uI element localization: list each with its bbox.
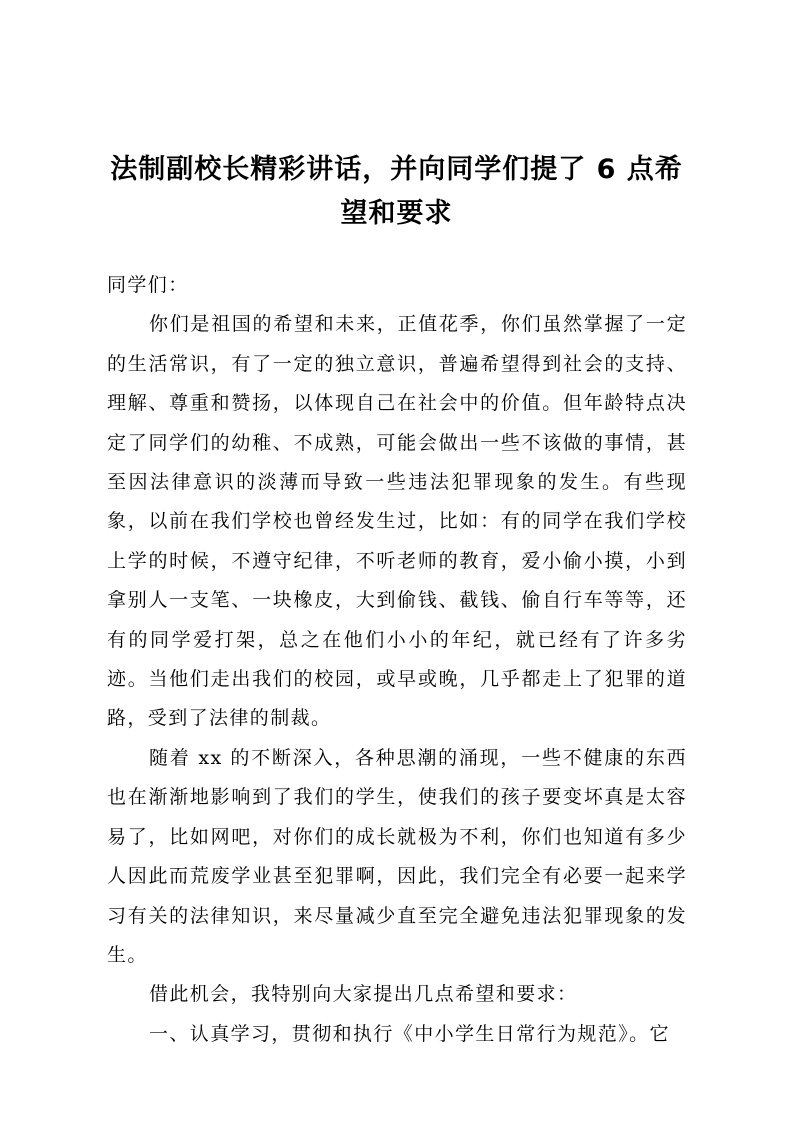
greeting-line: 同学们： [107, 274, 189, 296]
paragraph-3: 借此机会，我特别向大家提出几点希望和要求： [149, 983, 578, 1006]
paragraph-4: 一、认真学习，贯彻和执行《中小学生日常行为规范》。它 [149, 1022, 670, 1045]
document-body [107, 266, 687, 1054]
paragraph-2: 随着 xx 的不断深入，各种思潮的涌现，一些不健康的东西也在渐渐地影响到了我们的学生，使我们的孩子要变坏真是太容易了，比如网吧，对你们的成长就极为不利，你们也知道有多少人因此而荒废学业甚至犯罪啊，因此，我们完全有必要一起来学习有关的法律知识，来尽量减少直至完全避免违法犯罪现象的发生。 [107, 746, 687, 966]
document-title: 法制副校长精彩讲话，并向同学们提了 6 点希望和要求 [110, 154, 683, 229]
paragraph-1: 你们是祖国的希望和未来，正值花季，你们虽然掌握了一定的生活常识，有了一定的独立意识，普遍希望得到社会的支持、理解、尊重和赞扬，以体现自己在社会中的价值。但年龄特点决定了同学们的幼稚、不成熟，可能会做出一些不该做的事情，甚至因法律意识的淡薄而导致一些违法犯罪现象的发生。有些现象，以前在我们学校也曾经发生过，比如：有的同学在我们学校上学的时候，不遵守纪律，不听老师的教育，爱小偷小摸，小到拿别人一支笔、一块橡皮，大到偷钱、截钱、偷自行车等等，还有的同学爱打架，总之在他们小小的年纪，就已经有了许多劣迹。当他们走出我们的校园，或早或晚，几乎都走上了犯罪的道路，受到了法律的制裁。 [107, 313, 687, 730]
